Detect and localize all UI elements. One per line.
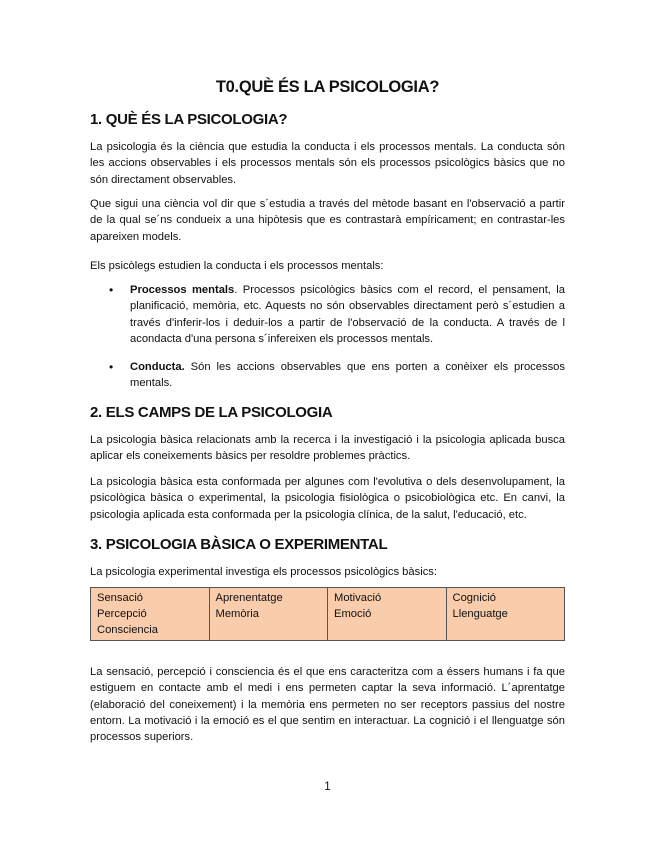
table-cell-text: Motivació	[334, 592, 382, 604]
page-number: 1	[324, 781, 331, 793]
bullet-description: Són les accions observables que ens porten a conèixer els processos mentals.	[130, 361, 565, 390]
bullet-dot-icon: •	[109, 283, 114, 297]
table-cell	[328, 588, 447, 641]
bullet-description: . Processos psicològics bàsics com el record, el pensament, la planificació, memòria, etc. Aquests no són observables directament però s´estudien a través d'inferir-los i deduir-los a partir de l'observació de la conducta. A través de l acondacta d'una persona s´infereixen els processos mentals.	[130, 284, 566, 345]
section-2-paragraph-1: La psicologia bàsica relacionats amb la recerca i la investigació i la psicologia aplicada busca aplicar els coneixements bàsics per resoldre problemes pràctics.	[90, 434, 565, 463]
table-cell-text: Consciencia	[97, 624, 158, 636]
section-1-heading: 1. QUÈ ÉS LA PSICOLOGIA?	[90, 111, 288, 128]
bullet-term: Conducta.	[130, 361, 185, 373]
table-row	[91, 588, 565, 641]
section-3-paragraph-1: La psicologia experimental investiga els processos psicològics bàsics:	[90, 566, 437, 578]
table-cell	[446, 588, 565, 641]
section-1-paragraph-3: Els psicòlegs estudien la conducta i els processos mentals:	[90, 260, 384, 272]
table-cell	[209, 588, 328, 641]
document-title: T0.QUÈ ÉS LA PSICOLOGIA?	[215, 78, 440, 96]
table-cell-text: Emoció	[334, 608, 372, 620]
section-2-heading: 2. ELS CAMPS DE LA PSICOLOGIA	[90, 404, 333, 421]
table-cell-text: Llenguatge	[452, 608, 508, 620]
bullet-dot-icon: •	[109, 360, 114, 374]
section-1-paragraph-1: La psicologia és la ciència que estudia la conducta i els processos mentals. La conducta són les accions observables i els processos mentals són els processos psicològics bàsics que no són directament observables.	[90, 141, 565, 186]
section-2-paragraph-2: La psicologia bàsica esta conformada per algunes com l'evolutiva o dels desenvolupament, la psicològica bàsica o experimental, la psicologia fisiològica o psicobiològica etc. En canvi, la psicologia aplicada esta conformada per la psicologia clínica, de la salut, l'educació, etc.	[90, 476, 565, 521]
section-3-heading: 3. PSICOLOGIA BÀSICA O EXPERIMENTAL	[90, 536, 388, 553]
table-cell-text: Percepció	[97, 608, 147, 620]
section-3-paragraph-2: La sensació, percepció i consciencia és el que ens caracteritza com a éssers humans i fa que estiguem en contacte amb el medi i ens permeten captar la seva informació. L´aprentatge (elaboració del coneixement) i la memòria ens permeten no ser receptors passius del nostre entorn. La motivació i la emoció es el que sentim en interactuar. La cognició i el llenguatge són processos superiors.	[90, 666, 565, 744]
section-1-paragraph-2: Que sigui una ciència vol dir que s´estudia a través del mètode basant en l'observació a partir de la qual se´ns condueix a una hipòtesis que es contrastarà empíricament; en contrastar-les apareixen models.	[90, 198, 565, 243]
table-cell-text: Cognició	[452, 592, 497, 604]
bullet-processos-mentals	[130, 282, 565, 347]
table-cell	[91, 588, 210, 641]
table-cell-text: Sensació	[97, 592, 144, 604]
table-cell-text: Memòria	[215, 608, 260, 620]
processes-table	[90, 587, 565, 641]
table-cell-text: Aprenentatge	[215, 592, 283, 604]
bullet-term: Processos mentals	[130, 284, 235, 296]
bullet-conducta	[130, 359, 565, 392]
